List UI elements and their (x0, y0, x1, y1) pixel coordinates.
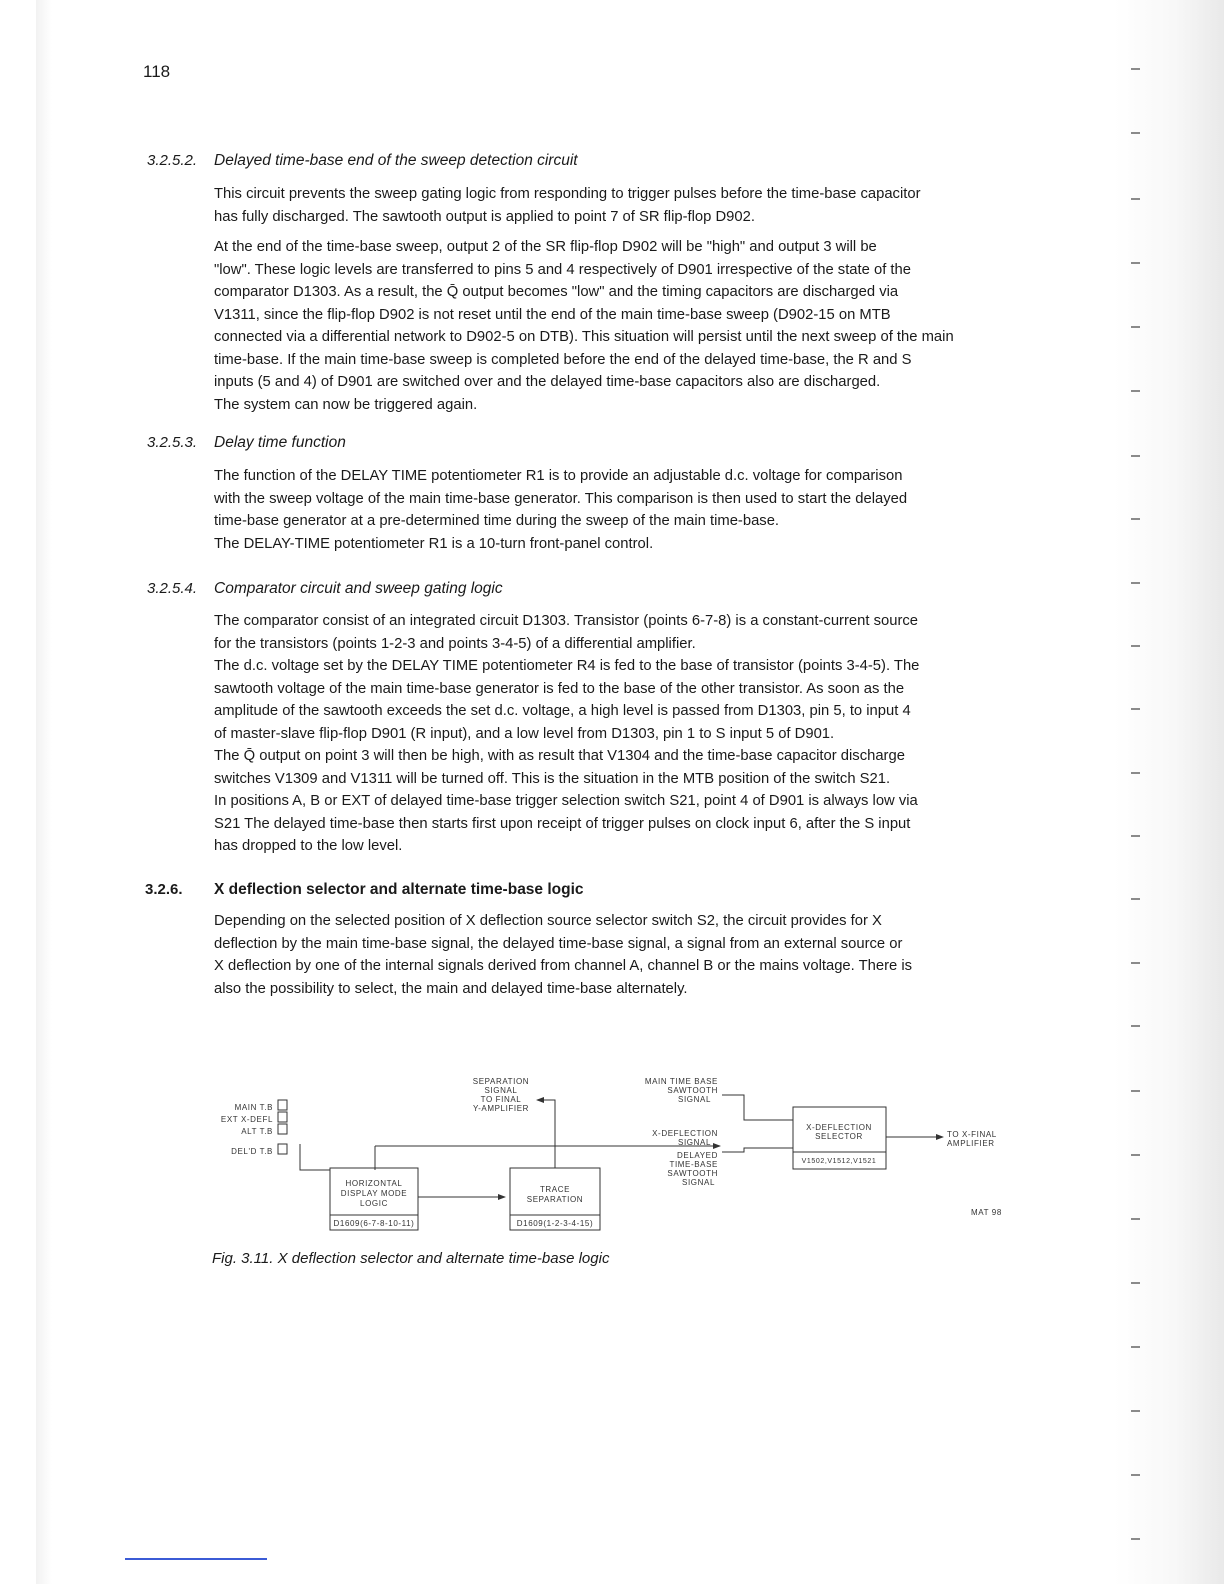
paragraph: The function of the DELAY TIME potentiometer R1 is to provide an adjustable d.c. voltage for comparison with the sweep voltage of the main time-base generator. This comparison is then used to start the delayed time-base generator at a pre-determined time during the sweep of the main time-base. The DELAY-TIME potentiometer R1 is a 10-turn front-panel control. (214, 468, 908, 552)
switch-box (278, 1112, 287, 1122)
edge-mark (1131, 518, 1140, 520)
edge-mark (1131, 962, 1140, 964)
signal-label: SEPARATION (472, 1077, 530, 1086)
section-number: 3.2.5.2. (147, 152, 198, 169)
signal-label: TO FINAL (480, 1095, 522, 1104)
edge-mark (1131, 132, 1140, 134)
block-ref: V1502,V1512,V1521 (801, 1158, 877, 1165)
section-title: X deflection selector and alternate time-base logic (214, 881, 584, 898)
block-label: X-DEFLECTION (806, 1123, 872, 1132)
signal-label: SAWTOOTH (667, 1169, 718, 1178)
block-label: SEPARATION (526, 1195, 584, 1204)
signal-label: SIGNAL (484, 1086, 518, 1095)
footer-rule (125, 1558, 267, 1560)
switch-label: EXT X-DEFL (220, 1115, 273, 1124)
edge-mark (1131, 68, 1140, 70)
edge-mark (1131, 390, 1140, 392)
page-left-shadow (36, 0, 52, 1584)
signal-label: TIME-BASE (669, 1160, 718, 1169)
edge-mark (1131, 1218, 1140, 1220)
signal-label: TO X-FINAL (947, 1130, 997, 1139)
signal-label: SIGNAL (678, 1138, 711, 1147)
section-number: 3.2.5.3. (147, 434, 198, 451)
edge-mark (1131, 1090, 1140, 1092)
switch-box (278, 1100, 287, 1110)
signal-label: AMPLIFIER (947, 1139, 995, 1148)
paragraph: Depending on the selected position of X deflection source selector switch S2, the circuit provides for X deflection by the main time-base signal, the delayed time-base signal, a signal from an external source or X deflection by one of the internal signals derived from channel A, channel B or the mains voltage. There is also the possibility to select, the main and delayed time-base alternately. (214, 913, 913, 997)
block-label: DISPLAY MODE (340, 1189, 408, 1198)
section-number: 3.2.6. (145, 881, 183, 898)
figure-code: MAT 98 (971, 1208, 1002, 1217)
signal-label: SIGNAL (678, 1095, 711, 1104)
signal-label: Y-AMPLIFIER (472, 1104, 530, 1113)
switch-label: ALT T.B (241, 1127, 273, 1136)
signal-label: X-DEFLECTION (652, 1129, 718, 1138)
edge-mark (1131, 1538, 1140, 1540)
signal-label: SIGNAL (682, 1178, 715, 1187)
edge-mark (1131, 582, 1140, 584)
switch-box (278, 1124, 287, 1134)
edge-mark (1131, 645, 1140, 647)
edge-mark (1131, 1025, 1140, 1027)
edge-mark (1131, 1154, 1140, 1156)
block-diagram (215, 1070, 1015, 1240)
paragraph: This circuit prevents the sweep gating logic from responding to trigger pulses before the time-base capacitor has fully discharged. The sawtooth output is applied to point 7 of SR flip-flop D902. (214, 186, 921, 225)
edge-mark (1131, 772, 1140, 774)
section-title: Delayed time-base end of the sweep detection circuit (214, 152, 578, 169)
edge-mark (1131, 708, 1140, 710)
signal-label: DELAYED (677, 1151, 718, 1160)
section-title: Delay time function (214, 434, 346, 451)
block-label: LOGIC (360, 1199, 388, 1208)
switch-box (278, 1144, 287, 1154)
edge-mark (1131, 1282, 1140, 1284)
edge-mark (1131, 1410, 1140, 1412)
block-label: TRACE (539, 1185, 571, 1194)
signal-label: SAWTOOTH (667, 1086, 718, 1095)
switch-label: MAIN T.B (234, 1103, 273, 1112)
block-ref: D1609(1-2-3-4-15) (516, 1219, 594, 1228)
section-number: 3.2.5.4. (147, 580, 198, 597)
paragraph: At the end of the time-base sweep, output 2 of the SR flip-flop D902 will be "high" and output 3 will be "low". These logic levels are transferred to pins 5 and 4 respectively of D901 irrespective of the state of the comparator D1303. As a result, the Q̄ output becomes "low" and the timing capacitors are discharged via V1311, since the flip-flop D902 is not reset until the end of the main time-base sweep (D902-15 on MTB connected via a differential network to D902-5 on DTB). This situation will persist until the next sweep of the main time-base. If the main time-base sweep is completed before the end of the delayed time-base, the R and S inputs (5 and 4) of D901 are switched over and the delayed time-base capacitors also are discharged. The system can now be triggered again. (214, 239, 954, 413)
block-label: HORIZONTAL (345, 1179, 403, 1188)
edge-mark (1131, 835, 1140, 837)
edge-mark (1131, 898, 1140, 900)
paragraph: The comparator consist of an integrated circuit D1303. Transistor (points 6-7-8) is a constant-current source for the transistors (points 1-2-3 and points 3-4-5) of a differential amplifier. The d.c. voltage set by the DELAY TIME potentiometer R4 is fed to the base of transistor (points 3-4-5). The sawtooth voltage of the main time-base generator is fed to the base of the other transistor. As soon as the amplitude of the sawtooth exceeds the set d.c. voltage, a high level is passed from D1303, pin 5, to input 4 of master-slave flip-flop D901 (R input), and a low level from D1303, pin 1 to S input 5 of D901. The Q̄ output on point 3 will then be high, with as result that V1304 and the time-base capacitor discharge switches V1309 and V1311 will be turned off. This is the situation in the MTB position of the switch S21. In positions A, B or EXT of delayed time-base trigger selection switch S21, point 4 of D901 is always low via S21 The delayed time-base then starts first upon receipt of trigger pulses on clock input 6, after the S input has dropped to the low level. (214, 613, 920, 854)
block-label: SELECTOR (815, 1132, 863, 1141)
edge-mark (1131, 1346, 1140, 1348)
signal-label: MAIN TIME BASE (644, 1077, 718, 1086)
edge-mark (1131, 326, 1140, 328)
switch-label: DEL'D T.B (231, 1147, 273, 1156)
edge-mark (1131, 1474, 1140, 1476)
block-ref: D1609(6-7-8-10-11) (333, 1219, 415, 1228)
edge-mark (1131, 262, 1140, 264)
edge-mark (1131, 455, 1140, 457)
section-title: Comparator circuit and sweep gating logic (214, 580, 503, 597)
edge-mark (1131, 198, 1140, 200)
page-number: 118 (143, 62, 171, 81)
figure-caption: Fig. 3.11. X deflection selector and alternate time-base logic (212, 1250, 610, 1267)
